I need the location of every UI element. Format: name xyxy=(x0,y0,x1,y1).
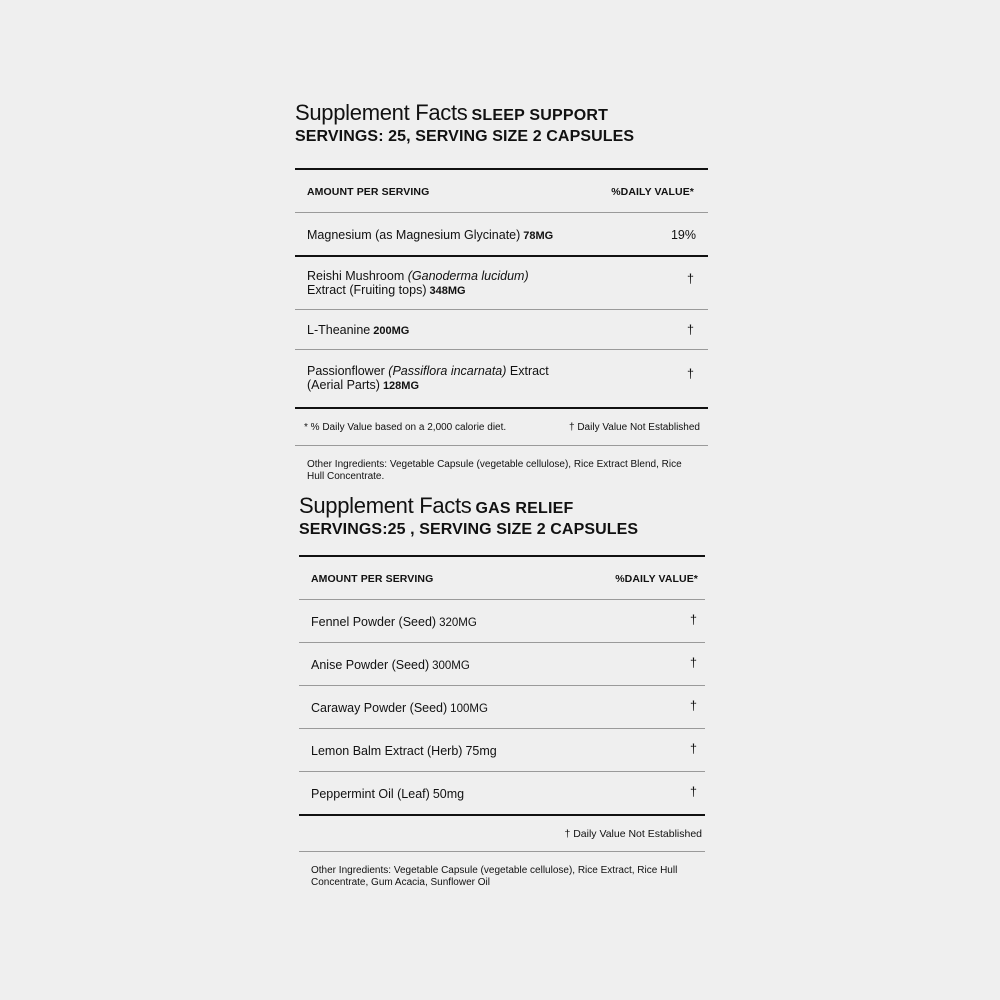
daily-value: † xyxy=(690,742,697,756)
daily-value: † xyxy=(687,323,694,337)
table-row xyxy=(299,772,705,816)
amount-header: AMOUNT PER SERVING xyxy=(307,186,430,198)
ingredient-amount: 320MG xyxy=(439,617,477,629)
table-row xyxy=(299,686,705,729)
table-row xyxy=(299,729,705,772)
daily-value: † xyxy=(690,785,697,799)
ingredient-amount: 78MG xyxy=(523,230,554,242)
footnote-row xyxy=(299,816,705,852)
not-established-note: † Daily Value Not Established xyxy=(564,828,702,840)
servings-info: SERVINGS:25 , SERVING SIZE 2 CAPSULES xyxy=(299,521,639,538)
product-name: SLEEP SUPPORT xyxy=(471,107,609,124)
panel-title xyxy=(299,493,705,519)
table-row xyxy=(295,310,708,350)
title-label: Supplement Facts xyxy=(299,493,472,518)
ingredient-amount: 128MG xyxy=(382,380,420,392)
ingredient-name: Caraway Powder (Seed) 100MG xyxy=(311,701,488,715)
ingredient-amount: 348MG xyxy=(429,285,466,297)
not-established-note: † Daily Value Not Established xyxy=(569,422,700,433)
ingredient-name: Fennel Powder (Seed) 320MG xyxy=(311,615,477,629)
ingredient-name: L-Theanine 200MG xyxy=(307,323,410,337)
table-row xyxy=(299,643,705,686)
ingredient-name: Reishi Mushroom (Ganoderma lucidum) Extract (Fruiting tops) 348MG xyxy=(307,269,529,297)
ingredient-name: Anise Powder (Seed) 300MG xyxy=(311,658,470,672)
table-header xyxy=(299,557,705,600)
daily-value-header: %DAILY VALUE* xyxy=(611,186,694,198)
ingredient-name: Peppermint Oil (Leaf) 50mg xyxy=(311,787,465,801)
daily-value: † xyxy=(690,699,697,713)
ingredient-amount: 300MG xyxy=(432,660,470,672)
ingredient-name: Lemon Balm Extract (Herb) 75mg xyxy=(311,744,497,758)
title-label: Supplement Facts xyxy=(295,100,468,125)
amount-header: AMOUNT PER SERVING xyxy=(311,573,434,585)
product-name: GAS RELIEF xyxy=(475,500,574,517)
other-ingredients: Other Ingredients: Vegetable Capsule (vegetable cellulose), Rice Extract Blend, Rice Hull Concentrate. xyxy=(307,459,682,482)
daily-value-basis-note: * % Daily Value based on a 2,000 calorie diet. xyxy=(304,422,507,433)
servings-info: SERVINGS: 25, SERVING SIZE 2 CAPSULES xyxy=(295,128,635,145)
daily-value: † xyxy=(690,613,697,627)
table-row xyxy=(295,257,708,310)
daily-value: † xyxy=(687,272,694,286)
ingredient-amount: 50mg xyxy=(432,787,465,801)
daily-value: 19% xyxy=(670,228,696,242)
footnote-row xyxy=(295,409,708,446)
ingredient-name: Magnesium (as Magnesium Glycinate) 78MG xyxy=(307,228,554,242)
panel-title xyxy=(295,100,708,126)
supplement-facts-gas-relief xyxy=(299,493,705,889)
other-ingredients: Other Ingredients: Vegetable Capsule (vegetable cellulose), Rice Extract, Rice Hull Concentrate, Gum Acacia, Sunflower Oil xyxy=(311,865,678,888)
ingredient-amount: 200MG xyxy=(373,325,410,337)
daily-value-header: %DAILY VALUE* xyxy=(615,573,698,585)
supplement-facts-sleep-support xyxy=(295,100,708,483)
ingredient-amount: 100MG xyxy=(450,703,488,715)
ingredient-amount: 75mg xyxy=(465,744,497,758)
table-row xyxy=(299,600,705,643)
table-header xyxy=(295,170,708,213)
ingredient-name: Passionflower (Passiflora incarnata) Extract (Aerial Parts) 128MG xyxy=(307,364,549,392)
daily-value: † xyxy=(690,656,697,670)
daily-value: † xyxy=(687,367,694,381)
table-row xyxy=(295,213,708,257)
table-row xyxy=(295,350,708,409)
